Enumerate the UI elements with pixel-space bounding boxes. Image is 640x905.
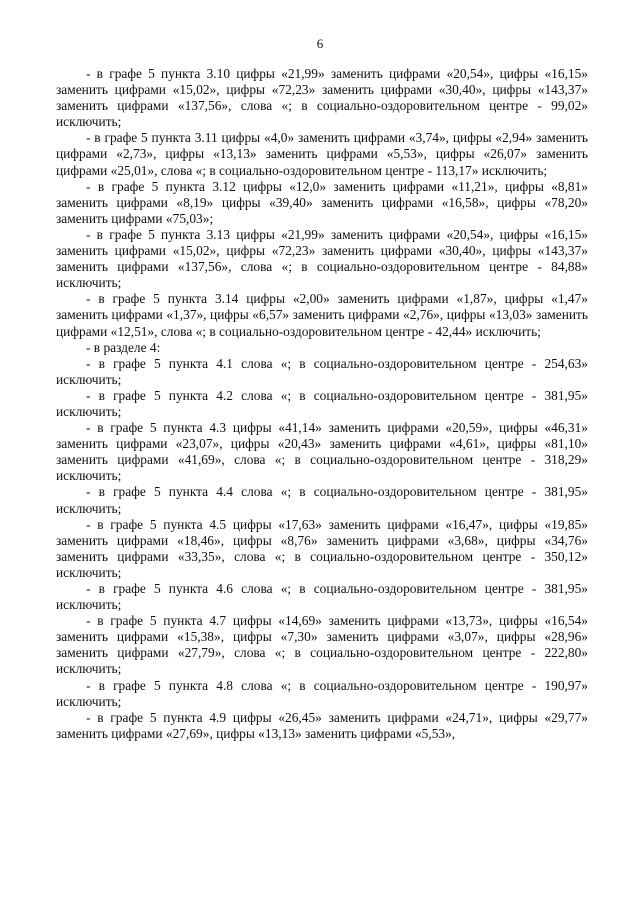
- amendment-paragraph: - в графе 5 пункта 4.3 цифры «41,14» заменить цифрами «20,59», цифры «46,31» заменить цифрами «23,07», цифры «20,43» заменить цифрами «4,61», цифры «81,10» заменить цифрами «41,69», слова «; в социально-оздоровительном центре - 318,29» исключить;: [56, 420, 588, 484]
- page-number: 6: [316, 36, 324, 51]
- amendment-paragraph: - в графе 5 пункта 4.4 слова «; в социально-оздоровительном центре - 381,95» исключить;: [56, 484, 588, 516]
- section-heading: - в разделе 4:: [86, 339, 161, 355]
- amendment-paragraph: - в графе 5 пункта 3.10 цифры «21,99» заменить цифрами «20,54», цифры «16,15» заменить цифрами «15,02», цифры «72,23» заменить цифрами «30,40», цифры «143,37» заменить цифрами «137,56», слова «; в социально-оздоровительном центре - 99,02» исключить;: [56, 66, 588, 130]
- amendment-paragraph: - в графе 5 пункта 3.11 цифры «4,0» заменить цифрами «3,74», цифры «2,94» заменить цифрами «2,73», цифры «13,13» заменить цифрами «5,53», цифры «26,07» заменить цифрами «25,01», слова «; в социально-оздоровительном центре - 113,17» исключить;: [56, 130, 588, 178]
- amendment-paragraph: - в графе 5 пункта 3.12 цифры «12,0» заменить цифрами «11,21», цифры «8,81» заменить цифрами «8,19» цифры «39,40» заменить цифрами «16,58», цифры «78,20» заменить цифрами «75,03»;: [56, 178, 588, 226]
- amendment-paragraph: - в графе 5 пункта 4.9 цифры «26,45» заменить цифрами «24,71», цифры «29,77» заменить цифрами «27,69», цифры «13,13» заменить цифрами «5,53»,: [56, 709, 588, 741]
- amendment-paragraph: - в графе 5 пункта 4.7 цифры «14,69» заменить цифрами «13,73», цифры «16,54» заменить цифрами «15,38», цифры «7,30» заменить цифрами «3,07», цифры «28,96» заменить цифрами «27,79», слова «; в социально-оздоровительном центре - 222,80» исключить;: [56, 613, 588, 677]
- document-body: [56, 66, 588, 742]
- amendment-paragraph: - в графе 5 пункта 4.2 слова «; в социально-оздоровительном центре - 381,95» исключить;: [56, 387, 588, 419]
- amendment-paragraph: - в графе 5 пункта 4.8 слова «; в социально-оздоровительном центре - 190,97» исключить;: [56, 677, 588, 709]
- amendment-paragraph: - в графе 5 пункта 4.1 слова «; в социально-оздоровительном центре - 254,63» исключить;: [56, 355, 588, 387]
- amendment-paragraph: - в графе 5 пункта 4.6 слова «; в социально-оздоровительном центре - 381,95» исключить;: [56, 581, 588, 613]
- amendment-paragraph: - в графе 5 пункта 3.14 цифры «2,00» заменить цифрами «1,87», цифры «1,47» заменить цифрами «1,37», цифры «6,57» заменить цифрами «2,76», цифры «13,03» заменить цифрами «12,51», слова «; в социально-оздоровительном центре - 42,44» исключить;: [56, 291, 588, 339]
- amendment-paragraph: - в графе 5 пункта 3.13 цифры «21,99» заменить цифрами «20,54», цифры «16,15» заменить цифрами «15,02», цифры «72,23» заменить цифрами «30,40», цифры «143,37» заменить цифрами «137,56», слова «; в социально-оздоровительном центре - 84,88» исключить;: [56, 226, 588, 291]
- amendment-paragraph: - в графе 5 пункта 4.5 цифры «17,63» заменить цифрами «16,47», цифры «19,85» заменить цифрами «18,46», цифры «8,76» заменить цифрами «3,68», цифры «34,76» заменить цифрами «33,35», слова «; в социально-оздоровительном центре - 350,12» исключить;: [56, 516, 588, 580]
